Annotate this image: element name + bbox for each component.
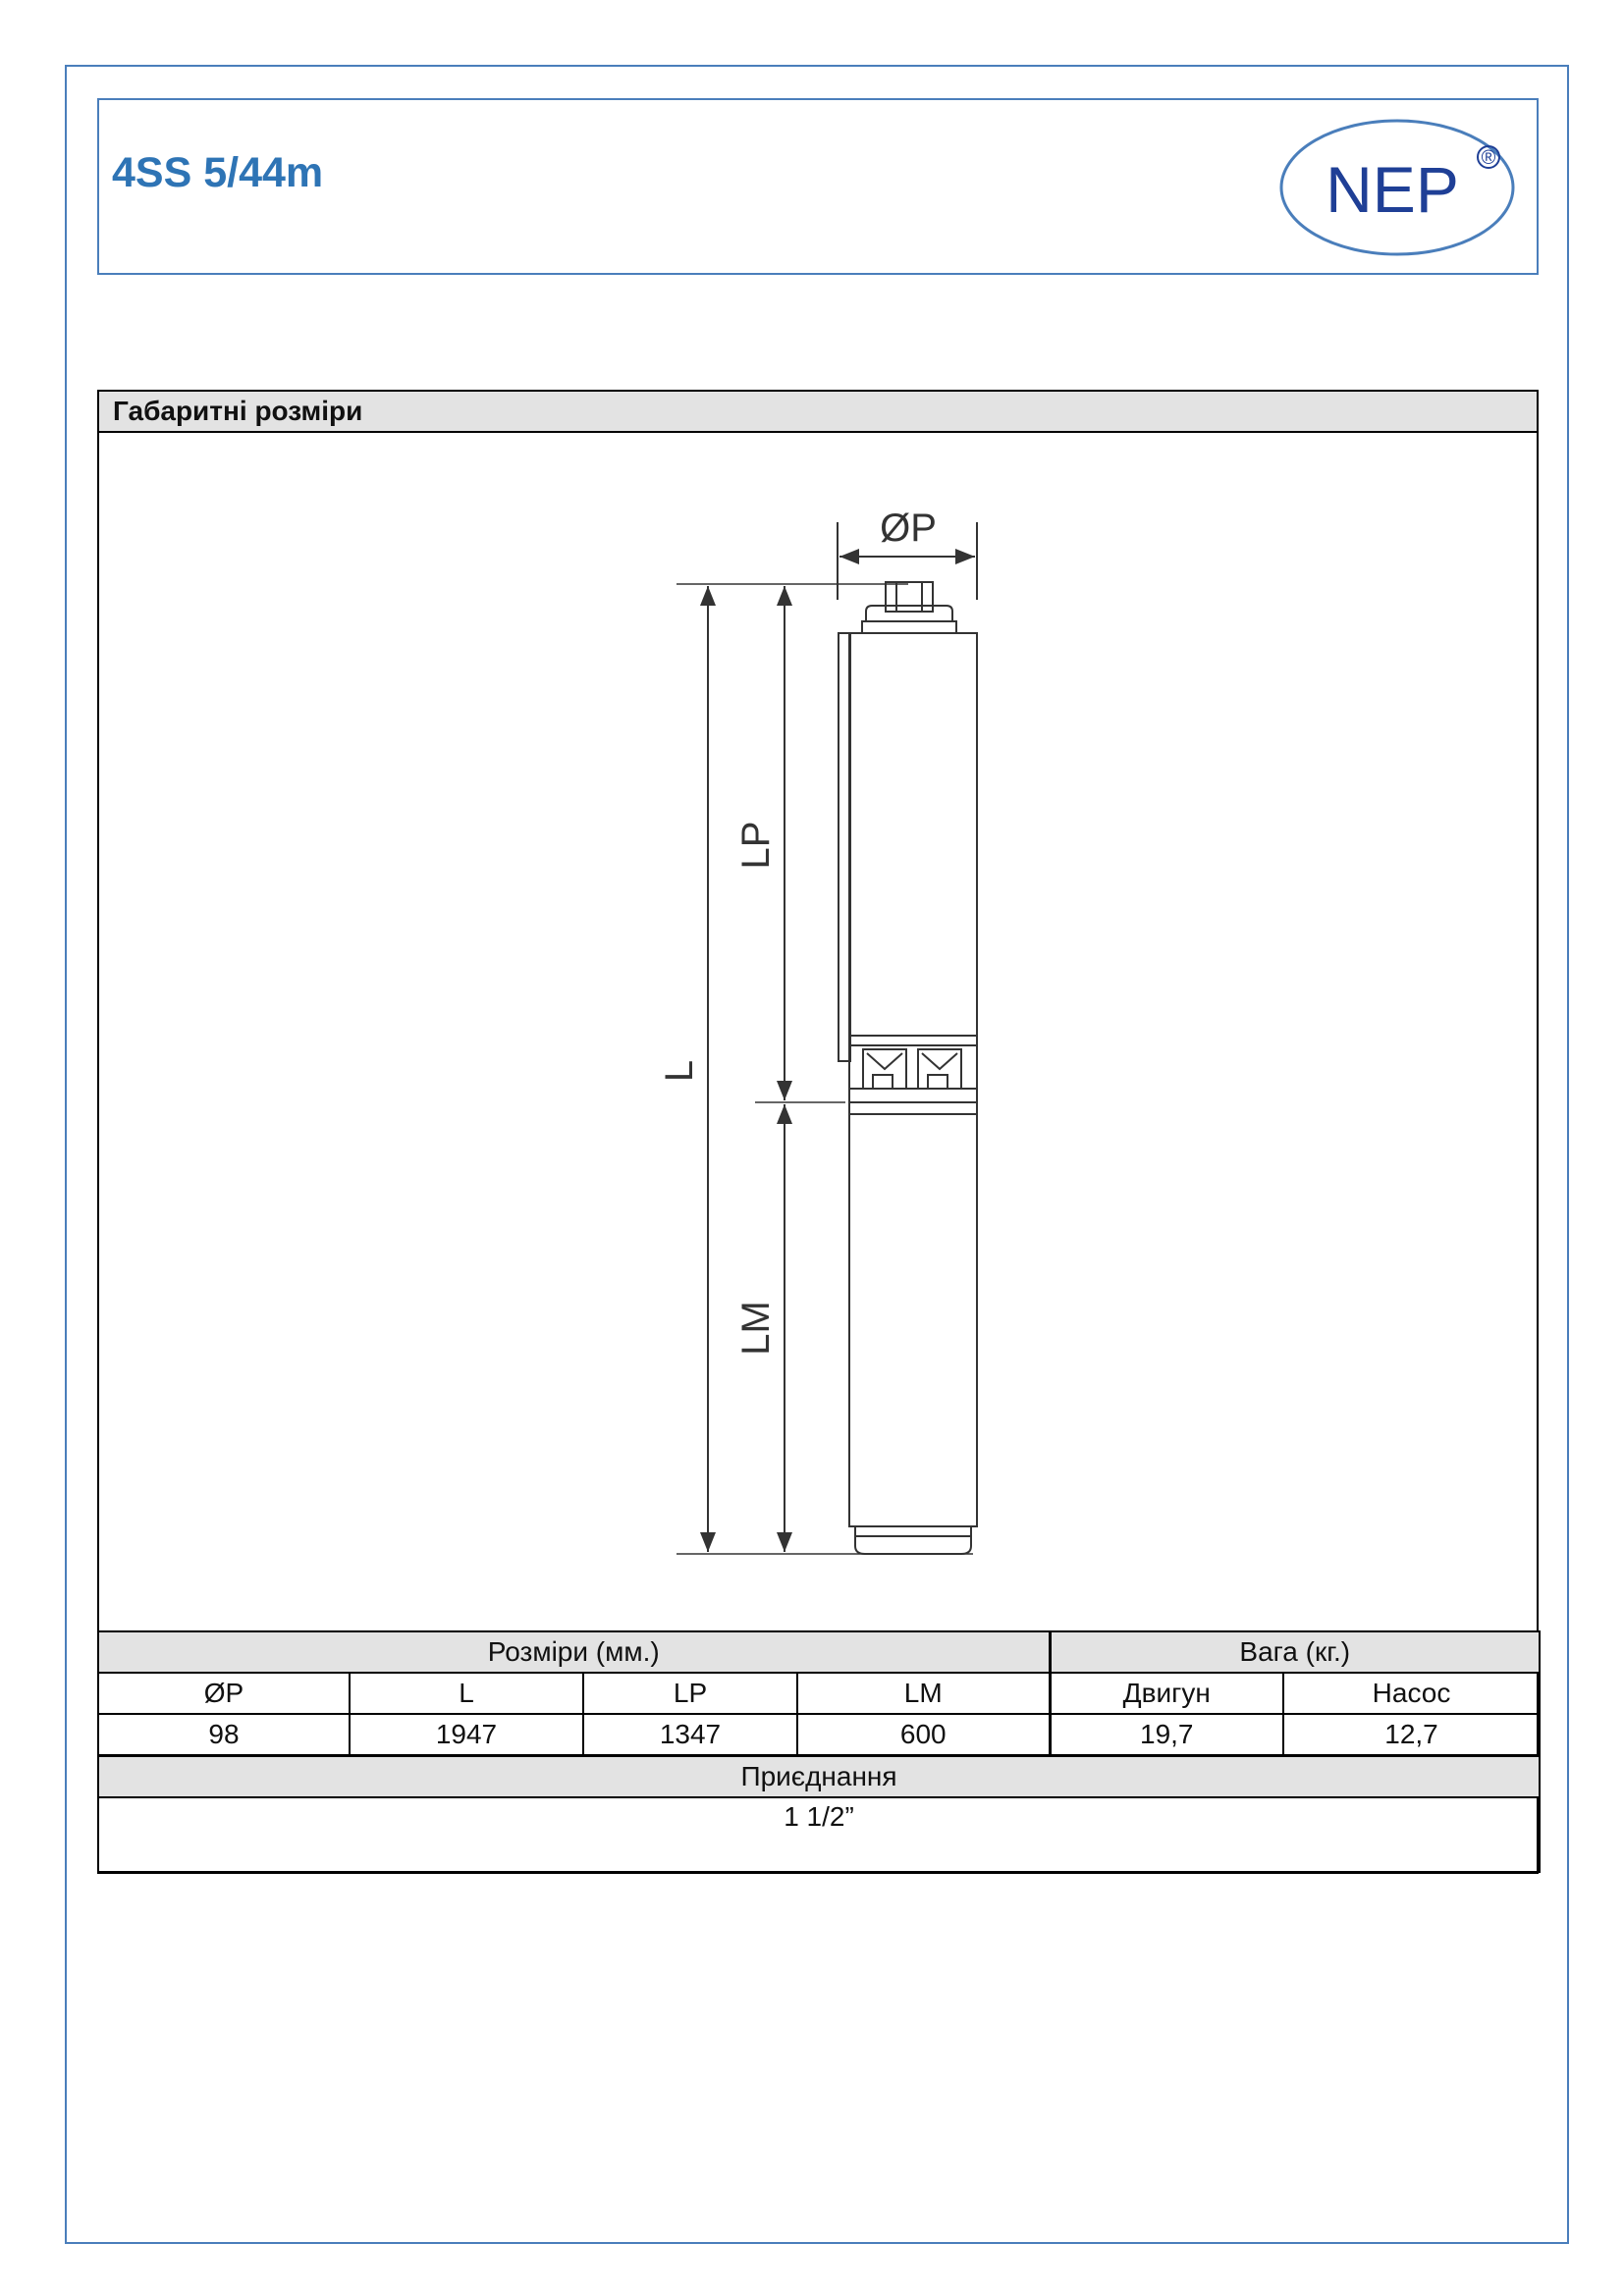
value-cell: 1347 [583,1714,797,1756]
col-header: L [350,1673,583,1714]
motor-body [849,1114,977,1526]
value-cell: 1947 [350,1714,583,1756]
nep-logo [1276,116,1522,259]
value-cell: 600 [797,1714,1050,1756]
connection-value: 1 1/2” [98,1797,1540,1872]
label-LP: LP [734,821,778,870]
pump-top-ring [862,621,956,633]
pump-body [849,633,977,1036]
pump-head [866,606,952,621]
value-cell: 19,7 [1050,1714,1283,1756]
model-title: 4SS 5/44m [112,149,324,196]
logo-text: NEP [1326,153,1459,226]
group-dimensions: Розміри (мм.) [98,1631,1050,1673]
col-header: LM [797,1673,1050,1714]
col-header: ØP [98,1673,350,1714]
motor-coupling [849,1102,977,1114]
spec-table [97,1630,1541,1873]
logo-mark: ® [1481,147,1496,169]
label-diameter: ØP [880,507,937,550]
value-cell: 12,7 [1283,1714,1540,1756]
group-weight: Вага (кг.) [1050,1631,1540,1673]
label-L: L [658,1059,701,1083]
pump-nut [886,582,933,612]
col-header: LP [583,1673,797,1714]
connection-label: Приєднання [98,1756,1540,1798]
motor-bottom-cap [855,1526,971,1554]
col-header: Двигун [1050,1673,1283,1714]
label-LM: LM [734,1301,778,1356]
section-title: Габаритні розміри [99,392,1537,433]
value-cell: 98 [98,1714,350,1756]
col-header: Насос [1283,1673,1540,1714]
